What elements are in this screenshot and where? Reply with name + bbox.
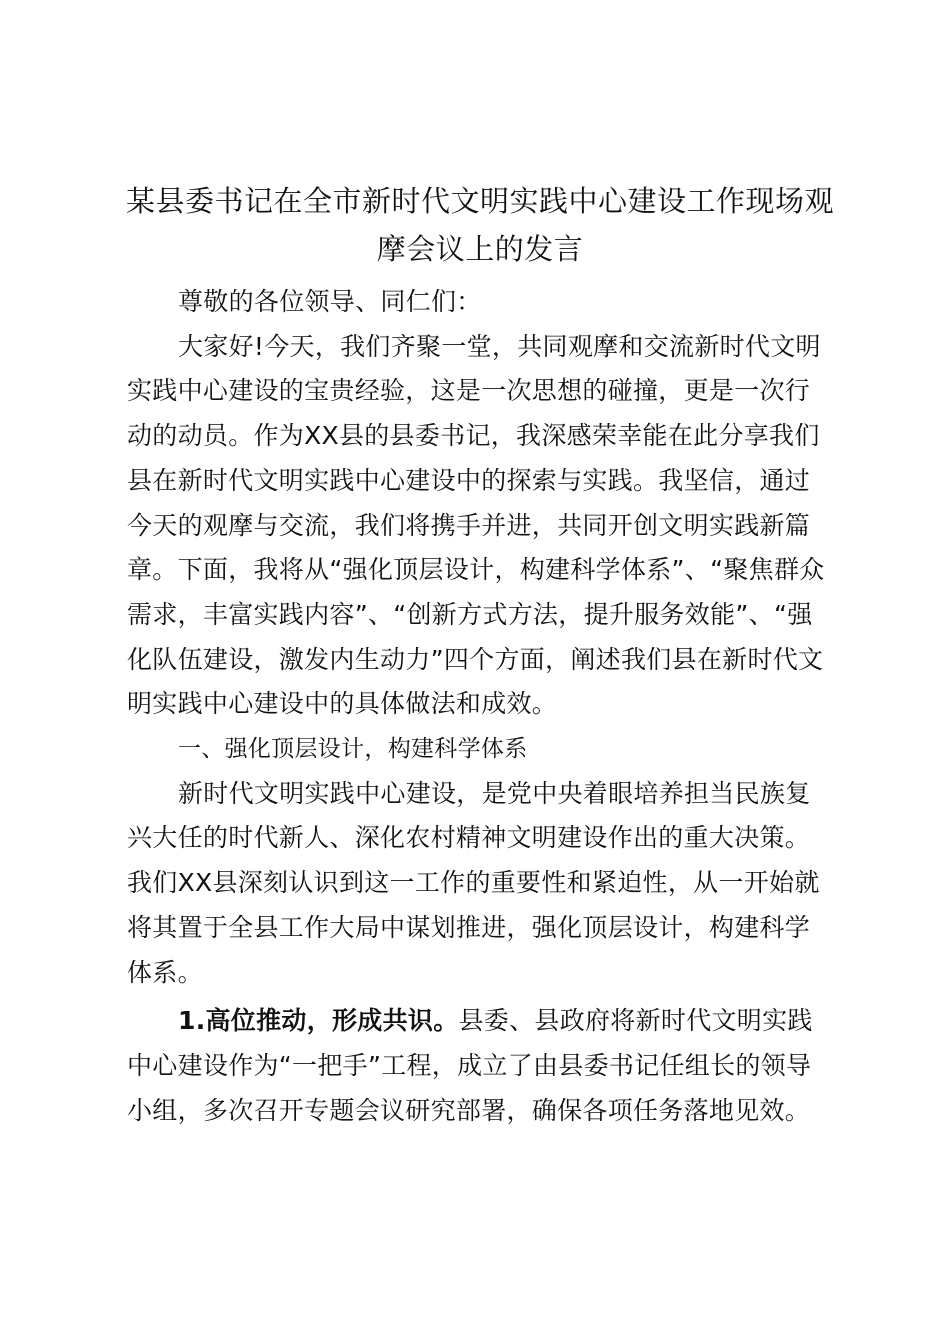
salutation: 尊敬的各位领导、同仁们： bbox=[178, 287, 482, 316]
item-1-lead: 1.高位推动，形成共识。 bbox=[178, 1006, 459, 1036]
item-1 bbox=[127, 999, 833, 1133]
document-title: 某县委书记在全市新时代文明实践中心建设工作现场观摩会议上的发言 bbox=[125, 184, 834, 266]
document-body bbox=[127, 280, 833, 1133]
section-heading-1: 一、强化顶层设计，构建科学体系 bbox=[178, 736, 528, 763]
paragraph-section-1: 新时代文明实践中心建设，是党中央着眼培养担当民族复兴大任的时代新人、深化农村精神文明建设作出的重大决策。我们XX县深刻认识到这一工作的重要性和紧迫性，从一开始就将其置于全县工作大局中谋划推进，强化顶层设计，构建科学体系。 bbox=[127, 778, 820, 987]
item-1-text: 县委、县政府将新时代文明实践中心建设作为“一把手”工程，成立了由县委书记任组长的领导小组，多次召开专题会议研究部署，确保各项任务落地见效。 bbox=[127, 1006, 813, 1125]
paragraph-intro: 大家好!今天，我们齐聚一堂，共同观摩和交流新时代文明实践中心建设的宝贵经验，这是一次思想的碰撞，更是一次行动的动员。作为XX县的县委书记，我深感荣幸能在此分享我们县在新时代文明实践中心建设中的探索与实践。我坚信，通过今天的观摩与交流，我们将携手并进，共同开创文明实践新篇章。下面，我将从“强化顶层设计，构建科学体系”、“聚焦群众需求，丰富实践内容”、“创新方式方法，提升服务效能”、“强化队伍建设，激发内生动力”四个方面，阐述我们县在新时代文明实践中心建设中的具体做法和成效。 bbox=[127, 331, 825, 719]
